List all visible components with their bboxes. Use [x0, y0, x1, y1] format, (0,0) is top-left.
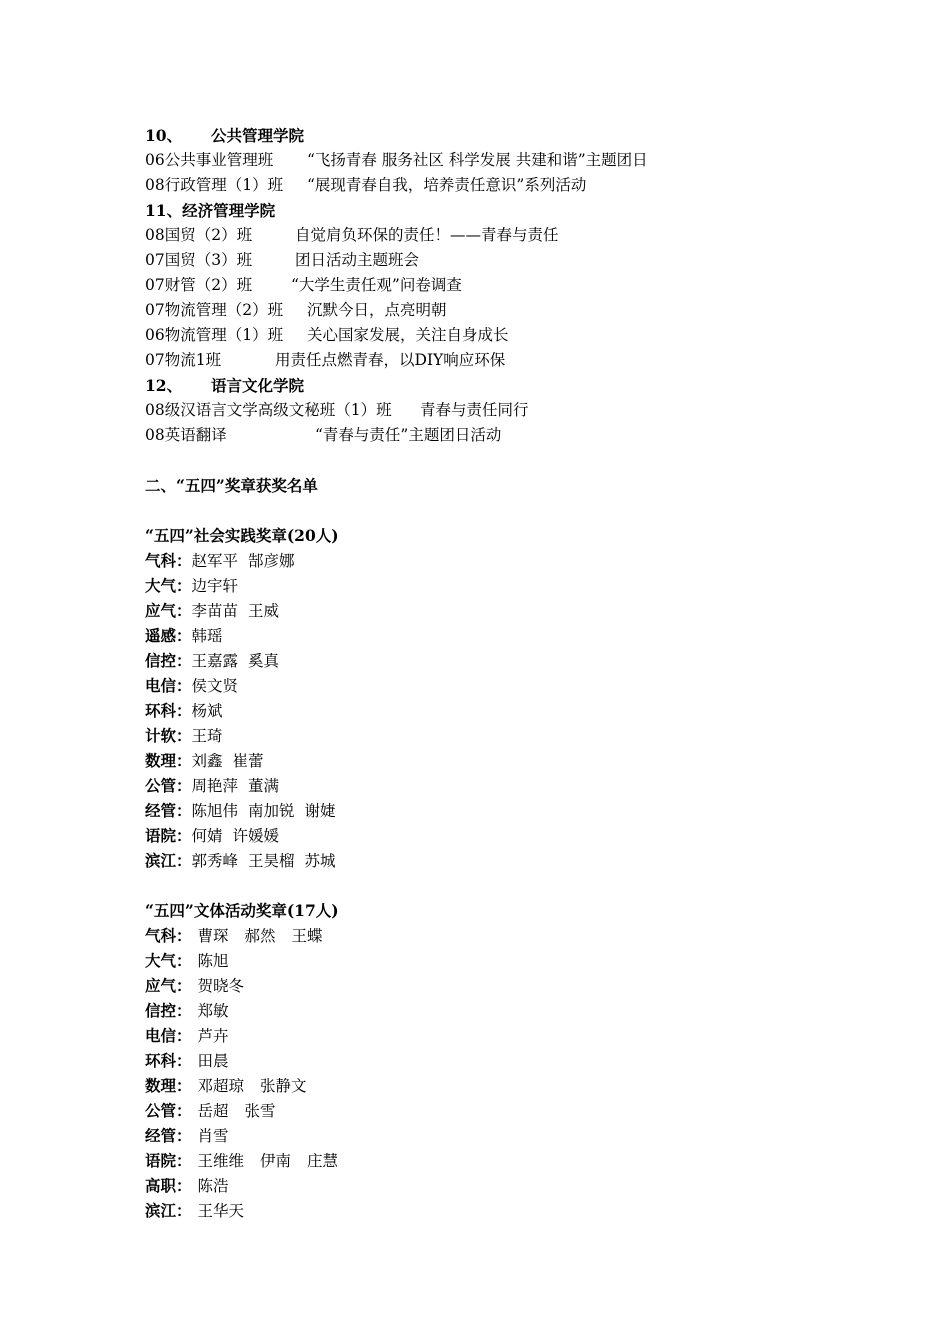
award-row: [145, 748, 845, 773]
awards-heading: 二、“五四”奖章获奖名单: [145, 476, 318, 495]
college-label: 高职：: [145, 1176, 192, 1195]
awardee-name: 贺晓冬: [197, 977, 245, 995]
awardee-name: 岳超: [197, 1102, 229, 1120]
award-row: [145, 1173, 845, 1198]
class-name: 07物流1班: [145, 351, 222, 369]
activity-row: [145, 273, 845, 298]
awardee-name: 王维维: [197, 1152, 245, 1170]
activity-title: “大学生责任观”问卷调查: [291, 276, 462, 294]
activity-title: “青春与责任”主题团日活动: [315, 426, 502, 444]
award-row: [145, 998, 845, 1023]
activity-row: [145, 248, 845, 273]
award-row: [145, 798, 845, 823]
college-label: 数理：: [145, 751, 192, 770]
college-label: 计软：: [145, 726, 192, 745]
activity-row: [145, 173, 845, 198]
awardee-name: 陈浩: [197, 1177, 229, 1195]
social-award-list: [145, 548, 845, 873]
awardee-name: 邓超琼: [197, 1077, 245, 1095]
section-number: 10、: [145, 126, 183, 145]
award-row: [145, 573, 845, 598]
college-label: 应气：: [145, 976, 192, 995]
college-label: 公管：: [145, 1101, 192, 1120]
award-row: [145, 773, 845, 798]
award-row: [145, 723, 845, 748]
awardee-name: 周艳萍: [191, 777, 239, 795]
awardee-name: 张雪: [244, 1102, 276, 1120]
activity-title: 团日活动主题班会: [295, 251, 420, 269]
awardee-name: 陈旭伟: [191, 802, 239, 820]
college-label: 大气：: [145, 951, 192, 970]
activity-row: [145, 348, 845, 373]
section-title: 公共管理学院: [211, 126, 305, 145]
class-name: 08国贸（2）班: [145, 226, 253, 244]
activity-row: [145, 223, 845, 248]
award-row: [145, 673, 845, 698]
award-row: [145, 698, 845, 723]
awardee-name: 王蝶: [291, 927, 323, 945]
award-row: [145, 1023, 845, 1048]
award-row: [145, 598, 845, 623]
college-label: 遥感：: [145, 626, 192, 645]
awardee-name: 杨斌: [191, 702, 223, 720]
activity-title: 自觉肩负环保的责任！——青春与责任: [295, 226, 559, 244]
award-row: [145, 1198, 845, 1223]
activity-title: “飞扬青春 服务社区 科学发展 共建和谐”主题团日: [307, 151, 648, 169]
award-row: [145, 1073, 845, 1098]
college-label: 滨江：: [145, 851, 192, 870]
award-row: [145, 848, 845, 873]
awardee-name: 肖雪: [197, 1127, 229, 1145]
activity-title: 青春与责任同行: [420, 401, 529, 419]
awardee-name: 庄慧: [307, 1152, 339, 1170]
class-name: 07国贸（3）班: [145, 251, 253, 269]
class-name: 06公共事业管理班: [145, 151, 274, 169]
section-title: 语言文化学院: [211, 376, 305, 395]
award-row: [145, 973, 845, 998]
awardee-name: 郜彦娜: [248, 552, 295, 570]
awardee-name: 何婧: [191, 827, 223, 845]
awardee-name: 郑敏: [197, 1002, 229, 1020]
awardee-name: 许媛媛: [232, 827, 280, 845]
culture-award-title: “五四”文体活动奖章(17人): [145, 901, 339, 920]
college-label: 电信：: [145, 676, 192, 695]
college-label: 公管：: [145, 776, 192, 795]
activity-row: [145, 323, 845, 348]
class-name: 08行政管理（1）班: [145, 176, 284, 194]
section-heading-11: 11、经济管理学院: [145, 201, 276, 220]
award-row: [145, 1098, 845, 1123]
college-label: 数理：: [145, 1076, 192, 1095]
college-label: 应气：: [145, 601, 192, 620]
awardee-name: 崔蕾: [232, 752, 264, 770]
section-heading-12: [145, 373, 845, 398]
award-row: [145, 1048, 845, 1073]
award-row: [145, 1123, 845, 1148]
class-name: 07财管（2）班: [145, 276, 253, 294]
award-row: [145, 923, 845, 948]
awardee-name: 王华天: [197, 1202, 245, 1220]
awardee-name: 边宇轩: [191, 577, 239, 595]
class-name: 08级汉语言文学高级文秘班（1）班: [145, 401, 392, 419]
class-name: 08英语翻译: [145, 426, 227, 444]
college-label: 语院：: [145, 826, 192, 845]
awardee-name: 韩瑶: [191, 627, 223, 645]
activity-title: “展现青春自我，培养责任意识”系列活动: [307, 176, 587, 194]
awardee-name: 伊南: [260, 1152, 292, 1170]
award-row: [145, 548, 845, 573]
award-row: [145, 648, 845, 673]
awardee-name: 南加锐: [248, 802, 295, 820]
college-label: 经管：: [145, 801, 192, 820]
college-label: 电信：: [145, 1026, 192, 1045]
activity-title: 用责任点燃青春，以DIY响应环保: [275, 351, 506, 369]
awardee-name: 王昊榴: [248, 852, 295, 870]
culture-award-list: [145, 923, 845, 1223]
award-row: [145, 948, 845, 973]
awardee-name: 侯文贤: [191, 677, 239, 695]
college-label: 信控：: [145, 651, 192, 670]
awardee-name: 李苗苗: [191, 602, 239, 620]
document-page: [145, 123, 845, 1223]
award-row: [145, 623, 845, 648]
awardee-name: 曹琛: [197, 927, 229, 945]
awardee-name: 赵军平: [191, 552, 239, 570]
awardee-name: 奚真: [248, 652, 280, 670]
activity-row: [145, 298, 845, 323]
awardee-name: 郝然: [244, 927, 276, 945]
college-label: 大气：: [145, 576, 192, 595]
awardee-name: 张静文: [260, 1077, 307, 1095]
activity-row: [145, 148, 845, 173]
awardee-name: 郭秀峰: [191, 852, 239, 870]
award-row: [145, 1148, 845, 1173]
awardee-name: 王嘉露: [191, 652, 239, 670]
social-award-title: “五四”社会实践奖章(20人): [145, 526, 339, 545]
awardee-name: 刘鑫: [191, 752, 223, 770]
awardee-name: 王琦: [191, 727, 223, 745]
activity-title: 关心国家发展，关注自身成长: [307, 326, 509, 344]
section-number: 12、: [145, 376, 183, 395]
class-name: 07物流管理（2）班: [145, 301, 284, 319]
award-row: [145, 823, 845, 848]
activity-row: [145, 398, 845, 423]
awardee-name: 董满: [248, 777, 280, 795]
activity-row: [145, 423, 845, 448]
section-heading-10: [145, 123, 845, 148]
awardee-name: 芦卉: [197, 1027, 229, 1045]
activity-title: 沉默今日，点亮明朝: [307, 301, 447, 319]
college-label: 语院：: [145, 1151, 192, 1170]
college-label: 滨江：: [145, 1201, 192, 1220]
awardee-name: 王威: [248, 602, 280, 620]
awardee-name: 田晨: [197, 1052, 229, 1070]
awardee-name: 陈旭: [197, 952, 229, 970]
class-name: 06物流管理（1）班: [145, 326, 284, 344]
awardee-name: 谢婕: [304, 802, 336, 820]
college-label: 经管：: [145, 1126, 192, 1145]
college-label: 环科：: [145, 1051, 192, 1070]
awardee-name: 苏城: [304, 852, 336, 870]
college-label: 气科：: [145, 551, 192, 570]
college-label: 环科：: [145, 701, 192, 720]
college-label: 信控：: [145, 1001, 192, 1020]
college-label: 气科：: [145, 926, 192, 945]
